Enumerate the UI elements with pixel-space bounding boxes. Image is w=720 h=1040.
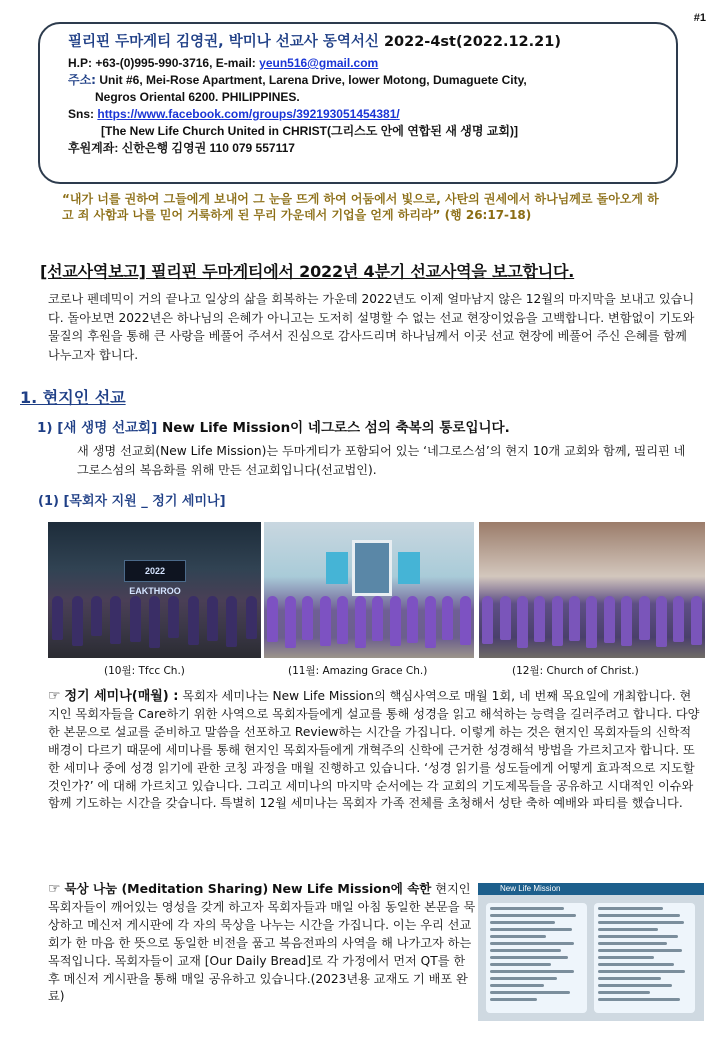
subsection-description: 새 생명 선교회(New Life Mission)는 두마게티가 포함되어 있는 ‘네그로스섬’의 현지 10개 교회와 함께, 필리핀 네그로스섬의 복음화를 위해 만든 선교회입니다(선교법인).	[77, 444, 686, 477]
page-number: #1	[693, 12, 706, 24]
group-people	[48, 596, 261, 648]
subsection-heading	[37, 416, 510, 436]
facebook-group-link[interactable]: https://www.facebook.com/groups/392193051454381/	[97, 107, 400, 121]
messenger-header: New Life Mission	[478, 883, 704, 895]
hp-label: H.P:	[68, 56, 92, 70]
header-box	[38, 22, 678, 184]
address-line-2: Negros Oriental 6200. PHILIPPINES.	[95, 90, 300, 104]
newsletter-title: 필리핀 두마게티 김영권, 박미나 선교사 동역서신 2022-4st(2022.12.21)	[68, 34, 561, 50]
bullet-lead: 정기 세미나(매월) :	[64, 689, 179, 704]
caption-december: (12월: Church of Christ.)	[512, 665, 639, 677]
intro-paragraph: 코로나 펜데믹이 거의 끝나고 일상의 삶을 회복하는 가운데 2022년도 이제 얼마남지 않은 12월의 마지막을 보내고 있습니다. 돌아보면 2022년은 하나님의 은혜가 아니고는 도저히 설명할 수 없는 선교 현장이었음을 고백합니다. 변함없이 기도와 물질의 후원을 통해 큰 사랑을 베풀어 주셔서 진심으로 감사드리며 하나님께서 이곳 선교 현장에 베풀어 주신 은혜를 함께 나누고자 합니다.	[48, 292, 695, 362]
stage-banner: 2022 EAKTHROO	[124, 560, 186, 582]
subsection-number: 1) [새 생명 선교회]	[37, 420, 158, 436]
church-name: [The New Life Church United in CHRIST(그리스도 안에 연합된 새 생명 교회)]	[101, 124, 518, 138]
bible-verse: “내가 너를 권하여 그들에게 보내어 그 눈을 뜨게 하여 어둠에서 빛으로, 사탄의 권세에서 하나님께로 돌아오게 하고 죄 사함과 나를 믿어 거룩하게 된 무리 가운데서 기업을 얻게 하리라” (행 26:17-18)	[62, 192, 659, 222]
group-people	[264, 596, 474, 648]
newsletter-date: 2022-4st(2022.12.21)	[383, 34, 561, 50]
address-line-1: Unit #6, Mei-Rose Apartment, Larena Drive, lower Motong, Dumaguete City,	[99, 73, 527, 87]
message-bubble	[486, 903, 587, 1013]
bullet-text: 현지인 목회자들이 깨어있는 영성을 갖게 하고자 목회자들과 매일 아침 동일한 본문을 묵상하고 메신저 게시판에 각 자의 묵상을 나누는 시간을 가집니다. 이는 우리 선교회가 한 마음 한 뜻으로 동일한 비전을 품고 복음전파의 사역을 해 나가고자 하는 목적입니다. 목회자들이 교재 [Our Daily Bread]로 각 가정에서 먼저 QT를 한 후 메신저 게시판을 통해 매일 공유하고 있습니다.(2023년용 교재도 기 배포 완료)	[48, 882, 476, 1004]
photo-november-seminar	[264, 522, 474, 658]
photo-october-seminar	[48, 522, 261, 658]
bullet-lead: 묵상 나눔 (Meditation Sharing)	[64, 881, 269, 896]
subsection-title: New Life Mission이 네그로스 섬의 축복의 통로입니다.	[161, 420, 510, 436]
bullet-meditation-sharing	[48, 880, 480, 1006]
pointing-hand-icon: ☞	[48, 688, 61, 704]
hp-value: +63-(0)995-990-3716,	[95, 56, 213, 70]
bullet-regular-seminar	[48, 688, 700, 813]
pastor-support-heading: (1) [목회자 지원 _ 정기 세미나]	[38, 494, 226, 509]
caption-november: (11월: Amazing Grace Ch.)	[288, 665, 428, 677]
address-line	[68, 72, 662, 89]
church-door	[352, 540, 392, 596]
contact-line	[68, 55, 662, 72]
bullet-lead-mission: New Life Mission에 속한	[272, 881, 432, 896]
address-label: 주소:	[68, 73, 96, 87]
section-heading-local-mission: 1. 현지인 선교	[20, 388, 126, 407]
bullet-text: 목회자 세미나는 New Life Mission의 핵심사역으로 매월 1회, 네 번째 목요일에 개최합니다. 현지인 목회자들을 Care하기 위한 사역으로 목회자들에게 설교를 통해 성경을 읽고 해석하는 능력을 길러주려고 합니다. 다양한 본문으로 설교를 준비하고 말씀을 선포하고 Review하는 시간을 가집니다. 이렇게 하는 것은 현지인 목회자들의 신학적 배경이 다르기 때문에 세미나를 통해 현지인 목회자들에게 개혁주의 신학에 근거한 성경해석 방법을 가르치고자 합니다. 또한 세미나 중에 성경 읽기에 관한 코칭 과정을 매월 진행하고 있습니다. ‘성경 읽기를 성도들에게 어떻게 효과적으로 지도할 것인가?’ 에 대해 가르치고 있습니다. 그리고 세미나의 마지막 순서에는 각 교회의 기도제목들을 공유하고 시대적인 이슈와 함께 기도하는 시간을 갖습니다. 특별히 12월 세미나는 목회자 가족 전체를 초청해서 성탄 축하 예배와 파티를 했습니다.	[48, 689, 700, 811]
report-title: [선교사역보고] 필리핀 두마게티에서 2022년 4분기 선교사역을 보고합니다.	[40, 262, 575, 281]
email-label: E-mail:	[215, 56, 256, 70]
caption-october: (10월: Tfcc Ch.)	[104, 665, 185, 677]
donation-account: 후원계좌: 신한은행 김영권 110 079 557117	[68, 141, 295, 155]
pointing-hand-icon: ☞	[48, 881, 61, 897]
group-people	[479, 596, 705, 648]
message-bubble	[594, 903, 695, 1013]
sns-line	[68, 106, 662, 123]
messenger-screenshot	[478, 883, 704, 1021]
photo-december-seminar	[479, 522, 705, 658]
email-link[interactable]: yeun516@gmail.com	[259, 56, 379, 70]
sns-label: Sns:	[68, 107, 95, 121]
